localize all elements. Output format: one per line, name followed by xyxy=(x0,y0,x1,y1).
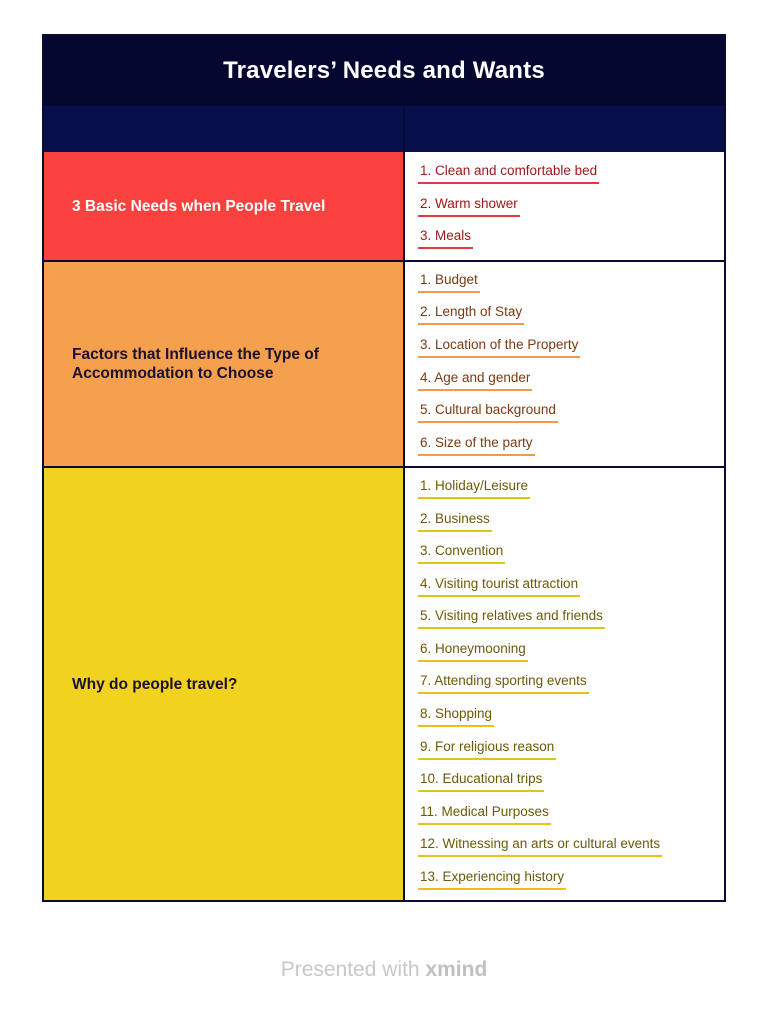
list-item: 3. Meals xyxy=(418,228,473,249)
list-item: 12. Witnessing an arts or cultural events xyxy=(418,836,662,857)
list-item: 4. Visiting tourist attraction xyxy=(418,576,580,597)
category-basic-needs: 3 Basic Needs when People Travel xyxy=(44,152,403,260)
diagram-title: Travelers’ Needs and Wants xyxy=(44,36,724,106)
list-item: 3. Location of the Property xyxy=(418,337,580,358)
list-item: 4. Age and gender xyxy=(418,370,532,391)
list-item: 13. Experiencing history xyxy=(418,869,566,890)
list-item: 6. Honeymooning xyxy=(418,641,528,662)
list-item: 8. Shopping xyxy=(418,706,494,727)
row-accommodation-factors xyxy=(44,262,724,466)
list-item: 2. Warm shower xyxy=(418,196,520,217)
category-travel-reasons: Why do people travel? xyxy=(44,468,403,900)
list-item: 6. Size of the party xyxy=(418,435,535,456)
list-item: 11. Medical Purposes xyxy=(418,804,551,825)
list-item: 7. Attending sporting events xyxy=(418,673,589,694)
list-item: 3. Convention xyxy=(418,543,505,564)
row-travel-reasons xyxy=(44,468,724,900)
list-item: 1. Clean and comfortable bed xyxy=(418,163,599,184)
category-accommodation-factors: Factors that Influence the Type of Accommodation to Choose xyxy=(44,262,403,466)
list-item: 9. For religious reason xyxy=(418,739,556,760)
footer-prefix: Presented with xyxy=(280,958,420,981)
list-accommodation-factors xyxy=(405,262,724,466)
list-item: 2. Length of Stay xyxy=(418,304,524,325)
list-item: 1. Budget xyxy=(418,272,480,293)
header-divider xyxy=(403,106,405,152)
row-basic-needs xyxy=(44,152,724,260)
list-item: 1. Holiday/Leisure xyxy=(418,478,530,499)
list-item: 5. Cultural background xyxy=(418,402,558,423)
list-item: 10. Educational trips xyxy=(418,771,544,792)
list-item: 5. Visiting relatives and friends xyxy=(418,608,605,629)
xmind-logo: xmind xyxy=(425,958,488,981)
list-item: 2. Business xyxy=(418,511,492,532)
list-travel-reasons xyxy=(405,468,724,900)
list-basic-needs xyxy=(405,152,724,260)
header-band xyxy=(44,106,724,152)
diagram-frame xyxy=(42,34,726,902)
footer-credit xyxy=(0,958,768,982)
